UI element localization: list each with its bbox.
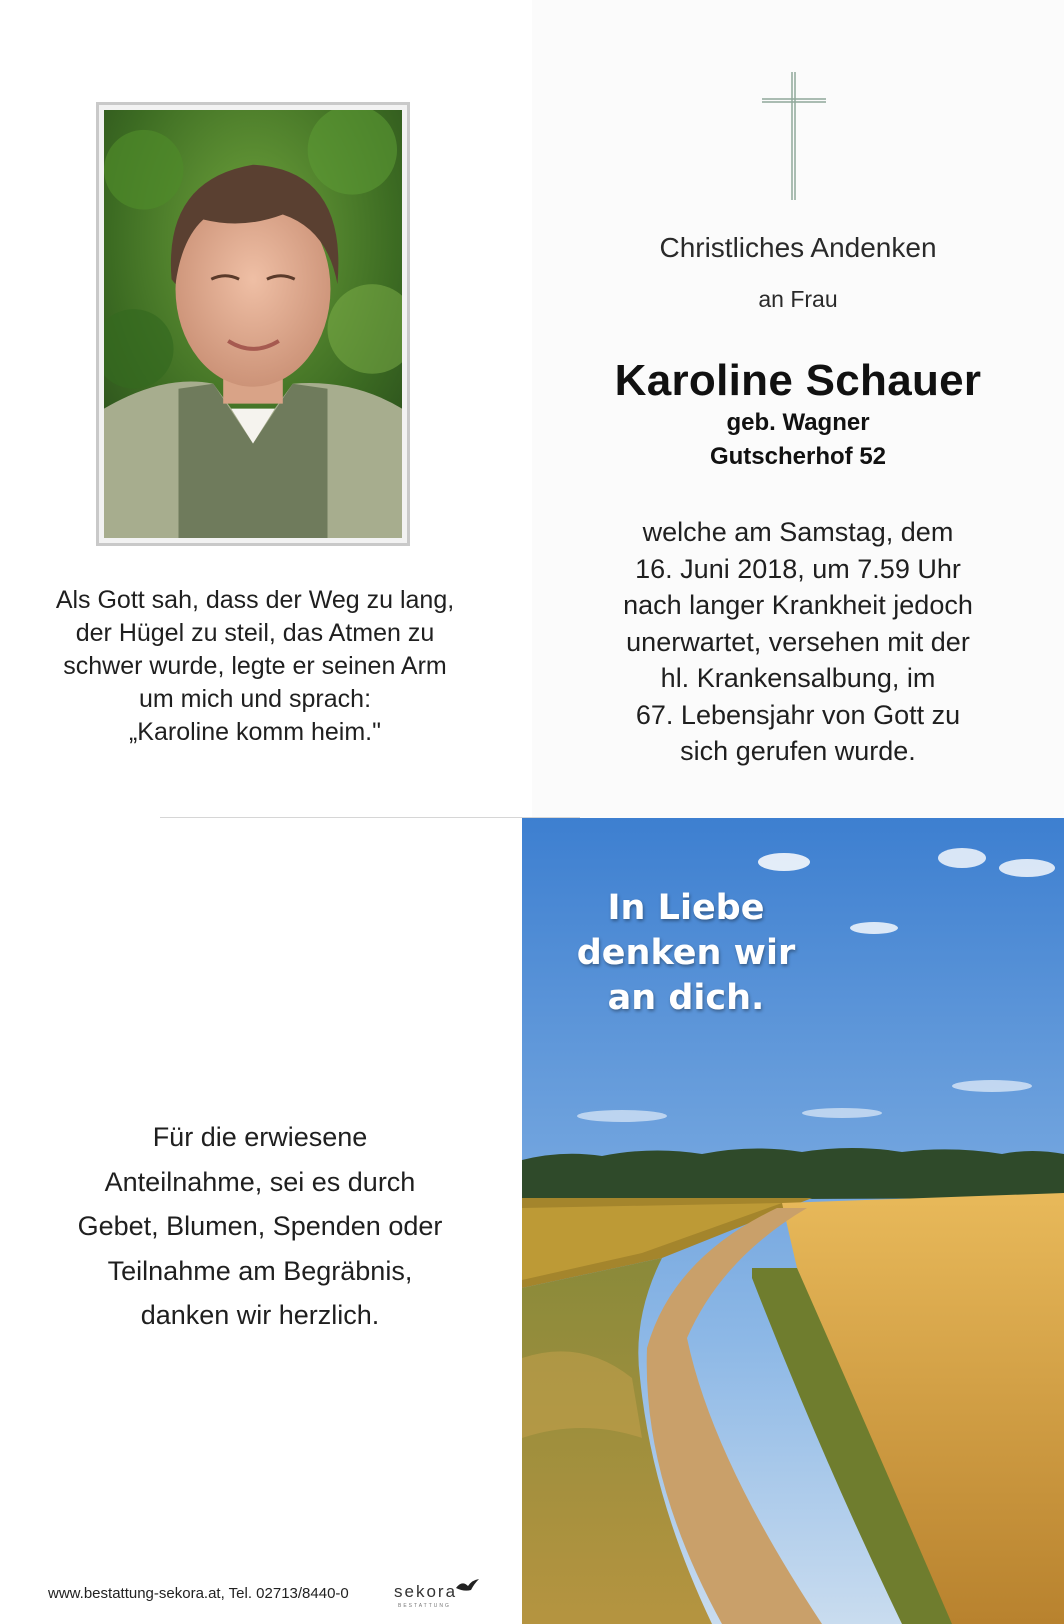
logo-text: sekora (394, 1582, 458, 1601)
notice-line: welche am Samstag, dem (642, 517, 954, 547)
thanks-text (10, 1115, 510, 1338)
thanks-line: Anteilnahme, sei es durch (104, 1166, 416, 1197)
notice-line: unerwartet, versehen mit der (626, 626, 970, 657)
quote-line: der Hügel zu steil, das Atmen zu (75, 619, 435, 647)
bird-icon (454, 1578, 480, 1594)
thanks-line: Gebet, Blumen, Spenden oder (77, 1211, 443, 1241)
card-panel-top-right (532, 0, 1064, 818)
cross-icon (762, 72, 826, 200)
thanks-line: Für die erwiesene (152, 1122, 368, 1152)
notice-line: 67. Lebensjahr von Gott zu (635, 699, 961, 730)
birth-name: geb. Wagner (726, 409, 870, 436)
logo-subtitle: BESTATTUNG (398, 1603, 451, 1609)
thanks-line: danken wir herzlich. (140, 1300, 380, 1330)
notice-line: hl. Krankensalbung, im (660, 663, 936, 693)
salutation: an Frau (758, 286, 838, 312)
notice-line: 16. Juni 2018, um 7.59 Uhr (635, 553, 961, 584)
quote-line: schwer wurde, legte er seinen Arm (63, 652, 447, 680)
card-panel-top-left (0, 0, 532, 818)
memorial-heading: Christliches Andenken (659, 232, 937, 263)
sky-line: In Liebe (607, 888, 765, 928)
sky-line: an dich. (607, 978, 765, 1018)
quote-line: Als Gott sah, dass der Weg zu lang, (55, 586, 455, 614)
thanks-line: Teilnahme am Begräbnis, (107, 1255, 413, 1286)
notice-line: sich gerufen wurde. (680, 736, 916, 766)
farewell-quote (20, 584, 490, 749)
funeral-home-footer: www.bestattung-sekora.at, Tel. 02713/8440-0 (48, 1585, 349, 1602)
portrait-image (104, 110, 402, 538)
quote-line: um mich und sprach: (138, 685, 372, 713)
notice-line: nach langer Krankheit jedoch (623, 590, 973, 620)
sky-line: denken wir (576, 933, 796, 973)
quote-line: „Karoline komm heim." (128, 718, 381, 746)
sky-message (576, 886, 796, 1021)
address: Gutscherhof 52 (709, 443, 887, 470)
death-notice (532, 514, 1064, 770)
funeral-home-logo (394, 1578, 484, 1612)
deceased-name: Karoline Schauer (614, 356, 982, 405)
card-panel-bottom-right (522, 818, 1064, 1624)
portrait-photo (96, 102, 410, 546)
